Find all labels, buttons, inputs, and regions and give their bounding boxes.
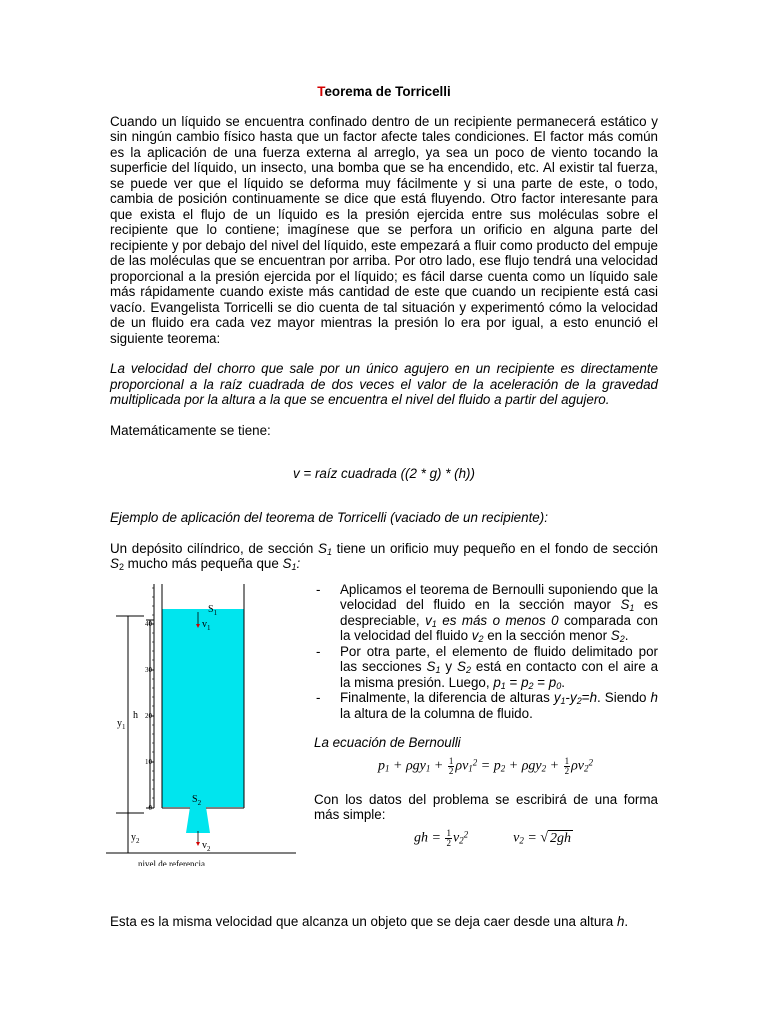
page-title bbox=[110, 84, 658, 100]
tick-20: 20 bbox=[145, 711, 152, 720]
tick-10: 10 bbox=[145, 757, 152, 766]
bernoulli-equation: $p_1 + \rho gy_1$ + $\frac{1}{2}$ $\rho v_1^2 = p_2 + \rho gy_2$ + $\frac{1}{2}$ $\rho v_2^2$ bbox=[378, 755, 594, 776]
tick-40: 40 bbox=[145, 619, 152, 628]
title-first-letter: T bbox=[317, 84, 325, 99]
example-heading: Ejemplo de aplicación del teorema de Torricelli (vaciado de un recipiente): bbox=[110, 510, 548, 526]
bullet-item: - Por otra parte, el elemento de fluido delimitado por las secciones $S_1$ y $S_2$ está en contacto con el aire a la misma presión. Luego, $p_1 = p_2 = p_0$. bbox=[316, 643, 659, 691]
bernoulli-label: La ecuación de Bernoulli bbox=[314, 735, 461, 751]
conclusion-text: Esta es la misma velocidad que alcanza un objeto que se deja caer desde una altura h. bbox=[110, 913, 629, 929]
example-section bbox=[110, 582, 658, 922]
label-v2: $v_2$ bbox=[202, 839, 211, 853]
label-y1: $y_1$ bbox=[117, 717, 126, 731]
label-v1: $v_1$ bbox=[202, 618, 211, 632]
label-h: h bbox=[133, 709, 138, 721]
label-s2: $S_2$ bbox=[192, 793, 202, 807]
simplified-equation: gh = $\frac{1}{2}$ $v_2^2$ $v_2$ = √ 2gh bbox=[414, 827, 572, 848]
document-page bbox=[110, 84, 658, 929]
deposit-description: Un depósito cilíndrico, de sección $S_1$ tiene un orificio muy pequeño en el fondo de sección $S_2$ mucho más pequeña que $S_1$: bbox=[110, 540, 658, 573]
jet-stream bbox=[186, 807, 210, 833]
reference-level-label: nivel de referencia bbox=[138, 858, 205, 866]
fluid-column bbox=[162, 609, 244, 807]
tank-figure bbox=[106, 576, 306, 866]
arrow-v2-icon bbox=[196, 842, 200, 846]
tick-30: 30 bbox=[145, 665, 152, 674]
datos-text: Con los datos del problema se escribirá de una forma más simple: bbox=[314, 791, 658, 823]
tick-0: 0 bbox=[148, 803, 152, 812]
label-s1: $S_1$ bbox=[208, 603, 218, 617]
theorem-statement: La velocidad del chorro que sale por un único agujero en un recipiente es directamente proporcional a la raíz cuadrada de dos veces el valor de la aceleración de la gravedad multiplicada por la altura a la que se encuentra el nivel del fluido a partir del agujero. bbox=[110, 361, 658, 407]
explanation-column bbox=[314, 582, 658, 848]
bullet-item: - Aplicamos el teorema de Bernoulli suponiendo que la velocidad del fluido en la sección mayor $S_1$ es despreciable, $v_1$ es más o menos 0 comparada con la velocidad del fluido $v_2$ en la sección menor $S_2$. bbox=[316, 581, 658, 645]
title-rest: eorema de Torricelli bbox=[324, 84, 451, 99]
math-intro: Matemáticamente se tiene: bbox=[110, 422, 271, 438]
torricelli-formula: v = raíz cuadrada ((2 * g) * (h)) bbox=[293, 466, 475, 482]
bullet-item: - Finalmente, la diferencia de alturas $y_1-y_2=h$. Siendo h la altura de la columna de fluido. bbox=[316, 690, 658, 721]
intro-paragraph: Cuando un líquido se encuentra confinado dentro de un recipiente permanecerá estático y sin ningún cambio físico hasta que un factor afecte tales condiciones. El factor más común es la aplicación de una fuerza externa al arreglo, ya sea un poco de viento tocando la superficie del líquido, un insecto, una bomba que se ha encendido, etc. Al existir tal fuerza, se puede ver que el líquido se deforma muy fácilmente y si una parte de este, o todo, cambia de posición continuamente se dice que está fluyendo. Otro factor interesante para que exista el flujo de un líquido es la presión ejercida entre sus moléculas sobre el recipiente que lo contiene; imagínese que se perfora un orificio en alguna parte del recipiente y por debajo del nivel del líquido, este empezará a fluir como producto del empuje de las moléculas que se encuentran por arriba. Por otro lado, ese flujo tendrá una velocidad proporcional a la presión ejercida por el líquido; es fácil darse cuenta como un líquido sale más rápidamente cuando existe más cantidad de este que cuando un recipiente está casi vacío. Evangelista Torricelli se dio cuenta de tal situación y experimentó cómo la velocidad de un fluido era cada vez mayor mientras la presión lo era por igual, a esto enunció el siguiente teorema: bbox=[110, 113, 658, 346]
bullet-list bbox=[314, 582, 658, 722]
label-y2: $y_2$ bbox=[131, 831, 140, 845]
